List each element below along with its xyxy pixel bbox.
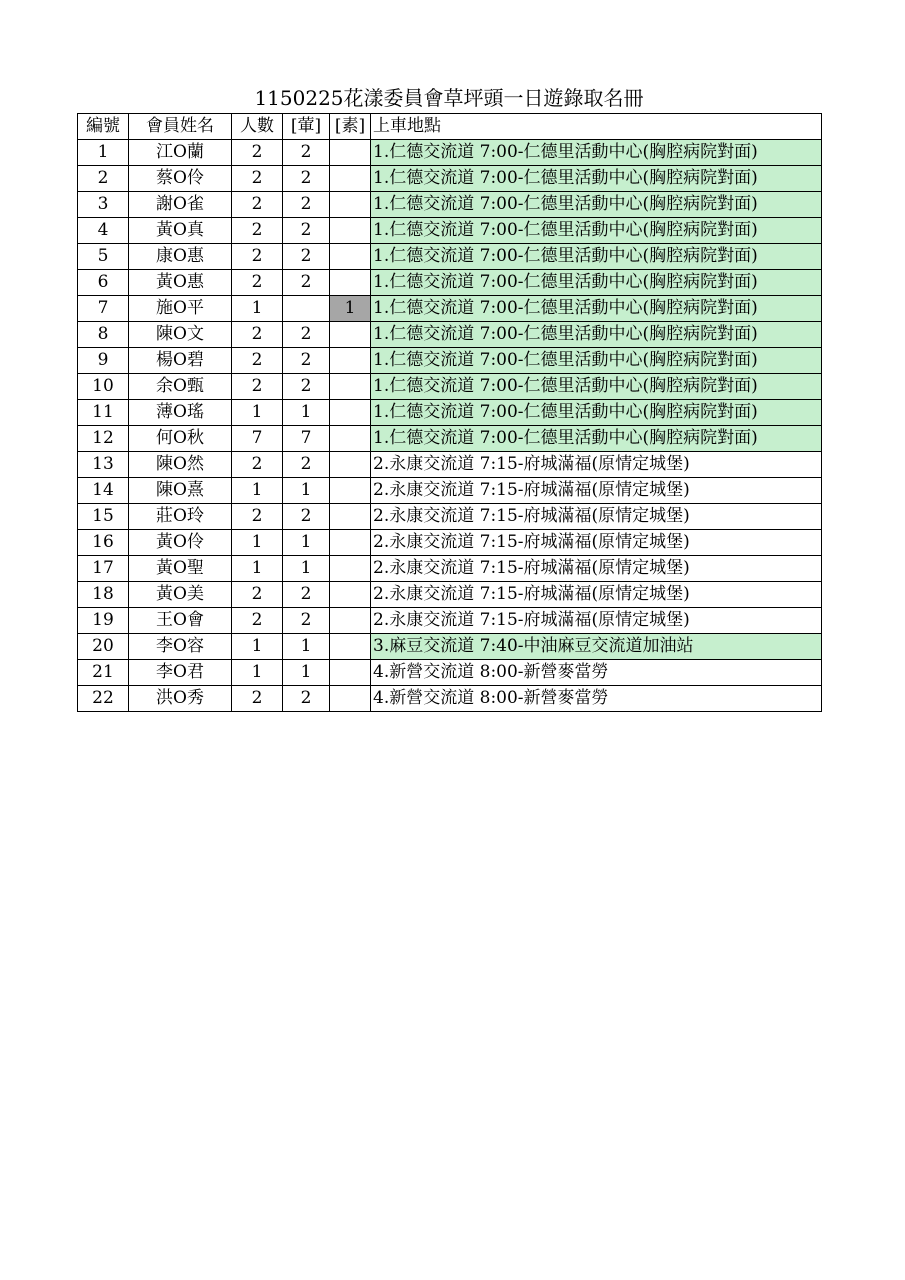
cell-location: 1.仁德交流道 7:00-仁德里活動中心(胸腔病院對面) [371, 140, 822, 166]
cell-member-name: 黃O真 [129, 218, 232, 244]
cell-count: 1 [232, 556, 283, 582]
cell-veg [330, 426, 371, 452]
cell-member-name: 李O君 [129, 660, 232, 686]
table-row [78, 166, 822, 192]
cell-count: 1 [232, 296, 283, 322]
cell-veg [330, 400, 371, 426]
cell-member-name: 陳O然 [129, 452, 232, 478]
cell-meat: 2 [283, 608, 330, 634]
cell-member-name: 江O蘭 [129, 140, 232, 166]
cell-location: 1.仁德交流道 7:00-仁德里活動中心(胸腔病院對面) [371, 348, 822, 374]
table-row [78, 400, 822, 426]
cell-count: 2 [232, 608, 283, 634]
cell-member-name: 何O秋 [129, 426, 232, 452]
table-row [78, 348, 822, 374]
cell-count: 2 [232, 192, 283, 218]
cell-member-name: 黃O伶 [129, 530, 232, 556]
table-row [78, 686, 822, 712]
cell-count: 1 [232, 400, 283, 426]
cell-num: 17 [78, 556, 129, 582]
cell-meat: 2 [283, 244, 330, 270]
table-row [78, 660, 822, 686]
cell-num: 21 [78, 660, 129, 686]
cell-member-name: 王O會 [129, 608, 232, 634]
cell-member-name: 黃O美 [129, 582, 232, 608]
cell-location: 1.仁德交流道 7:00-仁德里活動中心(胸腔病院對面) [371, 374, 822, 400]
cell-meat: 2 [283, 140, 330, 166]
table-row [78, 192, 822, 218]
cell-location: 1.仁德交流道 7:00-仁德里活動中心(胸腔病院對面) [371, 322, 822, 348]
cell-member-name: 蔡O伶 [129, 166, 232, 192]
cell-member-name: 余O甄 [129, 374, 232, 400]
header-name: 會員姓名 [129, 114, 232, 140]
cell-meat: 2 [283, 192, 330, 218]
cell-location: 2.永康交流道 7:15-府城滿福(原情定城堡) [371, 452, 822, 478]
cell-count: 1 [232, 660, 283, 686]
cell-member-name: 陳O熹 [129, 478, 232, 504]
cell-meat: 2 [283, 166, 330, 192]
cell-member-name: 洪O秀 [129, 686, 232, 712]
cell-meat [283, 296, 330, 322]
cell-veg [330, 478, 371, 504]
cell-meat: 1 [283, 478, 330, 504]
cell-location: 3.麻豆交流道 7:40-中油麻豆交流道加油站 [371, 634, 822, 660]
cell-num: 7 [78, 296, 129, 322]
cell-location: 1.仁德交流道 7:00-仁德里活動中心(胸腔病院對面) [371, 270, 822, 296]
cell-location: 4.新營交流道 8:00-新營麥當勞 [371, 686, 822, 712]
cell-meat: 1 [283, 634, 330, 660]
table-row [78, 322, 822, 348]
cell-location: 2.永康交流道 7:15-府城滿福(原情定城堡) [371, 504, 822, 530]
cell-veg [330, 166, 371, 192]
cell-location: 1.仁德交流道 7:00-仁德里活動中心(胸腔病院對面) [371, 166, 822, 192]
header-veg: [素] [330, 114, 371, 140]
cell-location: 2.永康交流道 7:15-府城滿福(原情定城堡) [371, 556, 822, 582]
cell-num: 20 [78, 634, 129, 660]
table-row [78, 608, 822, 634]
cell-veg [330, 556, 371, 582]
cell-veg [330, 608, 371, 634]
cell-veg [330, 322, 371, 348]
cell-num: 1 [78, 140, 129, 166]
cell-meat: 1 [283, 660, 330, 686]
cell-num: 22 [78, 686, 129, 712]
table-row [78, 218, 822, 244]
table-row [78, 478, 822, 504]
cell-veg [330, 582, 371, 608]
cell-location: 1.仁德交流道 7:00-仁德里活動中心(胸腔病院對面) [371, 218, 822, 244]
cell-num: 15 [78, 504, 129, 530]
cell-member-name: 施O平 [129, 296, 232, 322]
cell-member-name: 康O惠 [129, 244, 232, 270]
table-body [78, 140, 822, 712]
cell-num: 11 [78, 400, 129, 426]
cell-count: 2 [232, 504, 283, 530]
cell-num: 14 [78, 478, 129, 504]
header-row [78, 114, 822, 140]
cell-count: 2 [232, 348, 283, 374]
table-row [78, 556, 822, 582]
table-row [78, 634, 822, 660]
cell-count: 2 [232, 166, 283, 192]
cell-location: 1.仁德交流道 7:00-仁德里活動中心(胸腔病院對面) [371, 426, 822, 452]
cell-num: 5 [78, 244, 129, 270]
cell-member-name: 謝O雀 [129, 192, 232, 218]
cell-location: 2.永康交流道 7:15-府城滿福(原情定城堡) [371, 608, 822, 634]
cell-location: 2.永康交流道 7:15-府城滿福(原情定城堡) [371, 582, 822, 608]
cell-member-name: 陳O文 [129, 322, 232, 348]
cell-num: 8 [78, 322, 129, 348]
cell-member-name: 李O容 [129, 634, 232, 660]
cell-count: 2 [232, 218, 283, 244]
cell-veg [330, 140, 371, 166]
cell-location: 1.仁德交流道 7:00-仁德里活動中心(胸腔病院對面) [371, 400, 822, 426]
cell-num: 3 [78, 192, 129, 218]
table-row [78, 530, 822, 556]
cell-meat: 2 [283, 452, 330, 478]
cell-veg [330, 530, 371, 556]
cell-num: 12 [78, 426, 129, 452]
cell-num: 16 [78, 530, 129, 556]
cell-num: 19 [78, 608, 129, 634]
cell-veg [330, 634, 371, 660]
table-row [78, 504, 822, 530]
cell-num: 13 [78, 452, 129, 478]
cell-num: 4 [78, 218, 129, 244]
cell-veg [330, 686, 371, 712]
cell-count: 2 [232, 452, 283, 478]
table-row [78, 140, 822, 166]
cell-location: 4.新營交流道 8:00-新營麥當勞 [371, 660, 822, 686]
cell-count: 2 [232, 322, 283, 348]
cell-meat: 2 [283, 504, 330, 530]
cell-member-name: 黃O聖 [129, 556, 232, 582]
cell-num: 10 [78, 374, 129, 400]
cell-meat: 2 [283, 582, 330, 608]
cell-meat: 1 [283, 556, 330, 582]
cell-num: 2 [78, 166, 129, 192]
table-row [78, 452, 822, 478]
cell-member-name: 薄O瑤 [129, 400, 232, 426]
cell-meat: 2 [283, 374, 330, 400]
cell-veg [330, 504, 371, 530]
cell-meat: 2 [283, 218, 330, 244]
cell-count: 2 [232, 686, 283, 712]
cell-veg [330, 374, 371, 400]
cell-count: 2 [232, 244, 283, 270]
cell-veg [330, 660, 371, 686]
cell-count: 1 [232, 530, 283, 556]
header-meat: [葷] [283, 114, 330, 140]
cell-meat: 1 [283, 400, 330, 426]
cell-veg [330, 452, 371, 478]
cell-count: 7 [232, 426, 283, 452]
table-header [78, 114, 822, 140]
table-row [78, 426, 822, 452]
cell-member-name: 莊O玲 [129, 504, 232, 530]
header-num: 編號 [78, 114, 129, 140]
cell-count: 2 [232, 270, 283, 296]
cell-count: 2 [232, 140, 283, 166]
header-count: 人數 [232, 114, 283, 140]
cell-num: 6 [78, 270, 129, 296]
table-row [78, 244, 822, 270]
cell-veg [330, 348, 371, 374]
cell-num: 9 [78, 348, 129, 374]
cell-count: 1 [232, 634, 283, 660]
roster-table [77, 113, 822, 712]
cell-location: 1.仁德交流道 7:00-仁德里活動中心(胸腔病院對面) [371, 192, 822, 218]
cell-count: 2 [232, 582, 283, 608]
cell-meat: 1 [283, 530, 330, 556]
cell-meat: 2 [283, 322, 330, 348]
cell-meat: 2 [283, 270, 330, 296]
cell-meat: 7 [283, 426, 330, 452]
cell-count: 2 [232, 374, 283, 400]
cell-location: 1.仁德交流道 7:00-仁德里活動中心(胸腔病院對面) [371, 296, 822, 322]
cell-veg [330, 192, 371, 218]
table-row [78, 374, 822, 400]
cell-meat: 2 [283, 686, 330, 712]
cell-veg [330, 270, 371, 296]
cell-location: 2.永康交流道 7:15-府城滿福(原情定城堡) [371, 478, 822, 504]
cell-veg [330, 218, 371, 244]
header-location: 上車地點 [371, 114, 822, 140]
cell-count: 1 [232, 478, 283, 504]
cell-member-name: 黃O惠 [129, 270, 232, 296]
cell-veg: 1 [330, 296, 371, 322]
cell-num: 18 [78, 582, 129, 608]
cell-meat: 2 [283, 348, 330, 374]
cell-member-name: 楊O碧 [129, 348, 232, 374]
table-row [78, 270, 822, 296]
table-row [78, 582, 822, 608]
table-row [78, 296, 822, 322]
cell-location: 2.永康交流道 7:15-府城滿福(原情定城堡) [371, 530, 822, 556]
page-title: 1150225花漾委員會草坪頭一日遊錄取名冊 [254, 86, 644, 110]
cell-location: 1.仁德交流道 7:00-仁德里活動中心(胸腔病院對面) [371, 244, 822, 270]
cell-veg [330, 244, 371, 270]
